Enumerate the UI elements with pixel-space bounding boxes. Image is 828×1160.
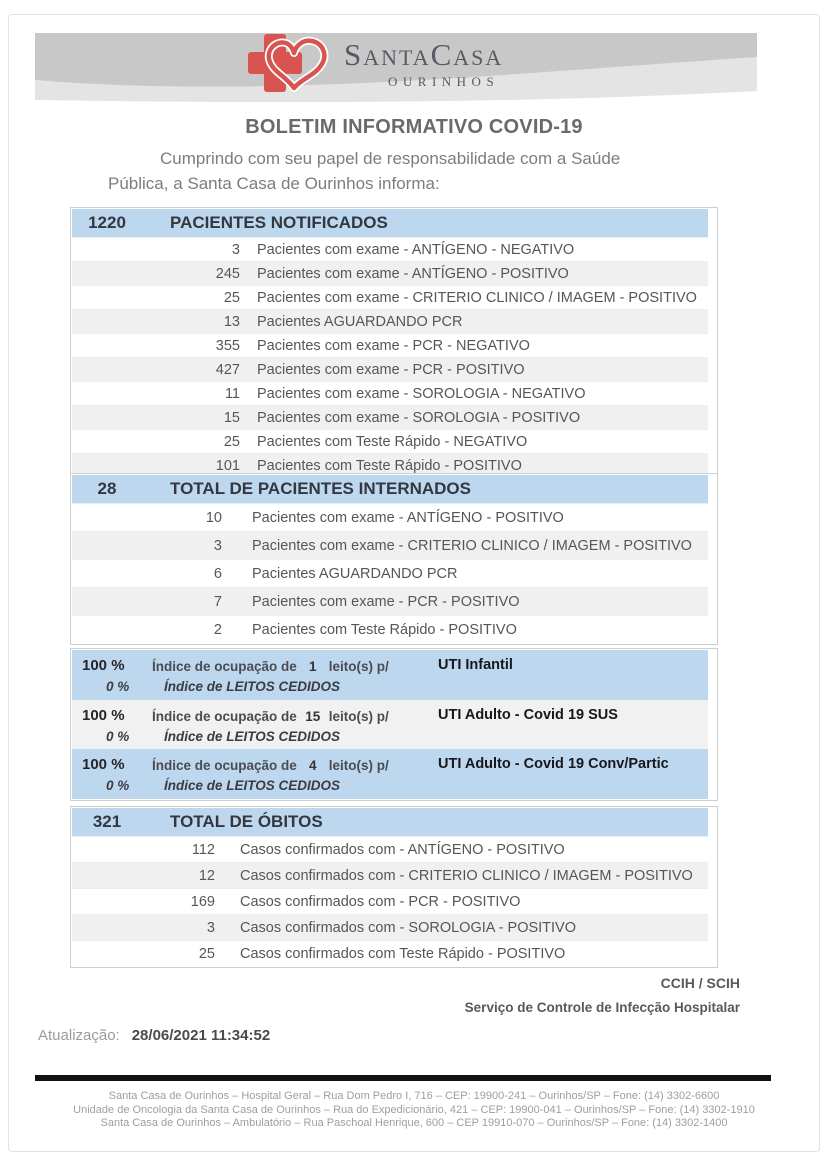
table-row <box>72 503 708 531</box>
row-label: Pacientes com exame - PCR - POSITIVO <box>252 593 520 610</box>
ceded-label: Índice de LEITOS CEDIDOS <box>164 729 341 744</box>
row-label: Pacientes com exame - CRITERIO CLINICO / IMAGEM - POSITIVO <box>252 537 692 554</box>
row-label: Pacientes com exame - ANTÍGENO - POSITIVO <box>252 509 564 526</box>
table-total: 28 <box>97 479 117 498</box>
table-row <box>72 587 708 615</box>
address-block <box>0 1090 828 1131</box>
occupancy-line <box>152 659 389 674</box>
table-row <box>72 888 708 914</box>
department-label: CCIH / SCIH <box>660 975 740 991</box>
occupancy-percent: 100 % <box>82 756 125 773</box>
ceded-label: Índice de LEITOS CEDIDOS <box>164 778 341 793</box>
row-value: 427 <box>215 361 240 378</box>
occupancy-line <box>152 709 389 724</box>
occupancy-percent: 100 % <box>82 657 125 674</box>
table-row <box>72 405 708 429</box>
ceded-percent: 0 % <box>106 778 130 793</box>
document-title: BOLETIM INFORMATIVO COVID-19 <box>245 116 583 138</box>
row-label: Casos confirmados com - PCR - POSITIVO <box>240 893 521 910</box>
table-total: 1220 <box>88 213 126 232</box>
admitted-patients-table <box>70 473 718 645</box>
row-value: 112 <box>191 841 215 858</box>
occupancy-percent: 100 % <box>82 707 125 724</box>
table-row <box>72 237 708 261</box>
row-label: Pacientes com Teste Rápido - POSITIVO <box>252 621 517 638</box>
occupancy-label-pre: Índice de ocupação de <box>152 709 297 724</box>
row-label: Pacientes AGUARDANDO PCR <box>257 313 463 330</box>
occupancy-label-post: leito(s) p/ <box>328 659 389 674</box>
row-label: Pacientes com exame - PCR - NEGATIVO <box>257 337 530 354</box>
table-title: TOTAL DE PACIENTES INTERNADOS <box>170 479 471 498</box>
table-total: 321 <box>92 812 122 831</box>
row-label: Pacientes com exame - PCR - POSITIVO <box>257 361 525 378</box>
service-label: Serviço de Controle de Infecção Hospitalar <box>464 1000 740 1015</box>
row-value: 2 <box>213 621 222 638</box>
occupancy-line <box>152 758 389 773</box>
table-header <box>72 808 708 836</box>
occupancy-label-pre: Índice de ocupação de <box>152 758 297 773</box>
row-value: 3 <box>213 537 222 554</box>
ceded-percent: 0 % <box>106 729 130 744</box>
address-line: Santa Casa de Ourinhos – Ambulatório – Rua Paschoal Henrique, 600 – CEP 19910-070 – Ourinhos/SP – Fone: (14) 3302-1400 <box>100 1117 728 1129</box>
address-line: Unidade de Oncologia da Santa Casa de Ourinhos – Rua do Expedicionário, 421 – CEP: 19900-041 – Ourinhos/SP – Fone: (14) 3302-1910 <box>73 1103 755 1116</box>
occupancy-band <box>72 700 708 749</box>
intro-paragraph <box>108 146 693 196</box>
row-value: 10 <box>205 509 222 526</box>
icu-occupancy-panel <box>70 648 718 801</box>
table-header <box>72 209 708 237</box>
row-value: 25 <box>223 289 240 306</box>
row-value: 245 <box>215 265 240 282</box>
row-value: 7 <box>213 593 222 610</box>
occupancy-band <box>72 650 708 700</box>
table-row <box>72 940 708 966</box>
brand-city: OURINHOS <box>388 74 500 89</box>
table-row <box>72 285 708 309</box>
row-label: Pacientes com Teste Rápido - POSITIVO <box>257 457 522 474</box>
row-label: Pacientes com exame - CRITERIO CLINICO / IMAGEM - POSITIVO <box>257 289 697 306</box>
table-row <box>72 836 708 862</box>
table-row <box>72 559 708 587</box>
row-value: 3 <box>206 919 215 936</box>
row-label: Pacientes com exame - SOROLOGIA - NEGATIVO <box>257 385 586 402</box>
row-value: 15 <box>223 409 240 426</box>
ceded-label: Índice de LEITOS CEDIDOS <box>164 679 341 694</box>
row-label: Pacientes com exame - ANTÍGENO - NEGATIVO <box>257 241 575 258</box>
row-value: 11 <box>224 385 240 402</box>
table-header <box>72 475 708 503</box>
row-value: 6 <box>213 565 222 582</box>
hospital-logo <box>248 30 338 100</box>
row-label: Casos confirmados com Teste Rápido - POSITIVO <box>240 945 566 962</box>
row-value: 13 <box>223 313 240 330</box>
icu-unit-name: UTI Infantil <box>438 657 513 673</box>
occupancy-label-post: leito(s) p/ <box>328 709 389 724</box>
beds-count: 1 <box>309 659 317 674</box>
table-row <box>72 531 708 559</box>
table-title: TOTAL DE ÓBITOS <box>170 812 323 831</box>
address-line: Santa Casa de Ourinhos – Hospital Geral – Rua Dom Pedro I, 716 – CEP: 19900-241 – Ourinhos/SP – Fone: (14) 3302-6600 <box>108 1090 720 1102</box>
row-value: 25 <box>198 945 215 962</box>
row-value: 3 <box>231 241 240 258</box>
intro-line-1: Cumprindo com seu papel de responsabilidade com a Saúde <box>160 149 621 168</box>
row-label: Pacientes AGUARDANDO PCR <box>252 565 458 582</box>
row-label: Pacientes com Teste Rápido - NEGATIVO <box>257 433 528 450</box>
row-label: Pacientes com exame - ANTÍGENO - POSITIVO <box>257 265 569 282</box>
cross-heart-icon <box>248 30 338 100</box>
intro-line-2: Pública, a Santa Casa de Ourinhos informa: <box>108 174 440 193</box>
occupancy-label-pre: Índice de ocupação de <box>152 659 297 674</box>
row-value: 25 <box>223 433 240 450</box>
row-value: 169 <box>190 893 215 910</box>
occupancy-band <box>72 749 708 799</box>
row-label: Pacientes com exame - SOROLOGIA - POSITIVO <box>257 409 581 426</box>
row-label: Casos confirmados com - ANTÍGENO - POSITIVO <box>240 841 565 858</box>
brand-name: SantaCasa <box>344 37 504 72</box>
occupancy-label-post: leito(s) p/ <box>328 758 389 773</box>
row-value: 101 <box>215 457 240 474</box>
icu-unit-name: UTI Adulto - Covid 19 Conv/Partic <box>438 756 669 772</box>
table-row <box>72 381 708 405</box>
table-row <box>72 615 708 643</box>
table-row <box>72 261 708 285</box>
row-value: 12 <box>198 867 215 884</box>
notified-patients-table <box>70 207 718 479</box>
ceded-percent: 0 % <box>106 679 130 694</box>
table-title: PACIENTES NOTIFICADOS <box>170 213 388 232</box>
update-value: 28/06/2021 11:34:52 <box>131 1027 271 1044</box>
deaths-table <box>70 806 718 968</box>
table-row <box>72 309 708 333</box>
table-row <box>72 429 708 453</box>
update-timestamp <box>38 1027 270 1044</box>
beds-count: 4 <box>309 758 317 773</box>
table-row <box>72 333 708 357</box>
beds-count: 15 <box>305 709 321 724</box>
update-label: Atualização: <box>38 1027 120 1044</box>
row-label: Casos confirmados com - SOROLOGIA - POSITIVO <box>240 919 577 936</box>
row-value: 355 <box>215 337 240 354</box>
footer-divider <box>35 1075 771 1081</box>
row-label: Casos confirmados com - CRITERIO CLINICO / IMAGEM - POSITIVO <box>240 867 693 884</box>
table-row <box>72 914 708 940</box>
icu-unit-name: UTI Adulto - Covid 19 SUS <box>438 707 618 723</box>
table-row <box>72 862 708 888</box>
table-row <box>72 357 708 381</box>
